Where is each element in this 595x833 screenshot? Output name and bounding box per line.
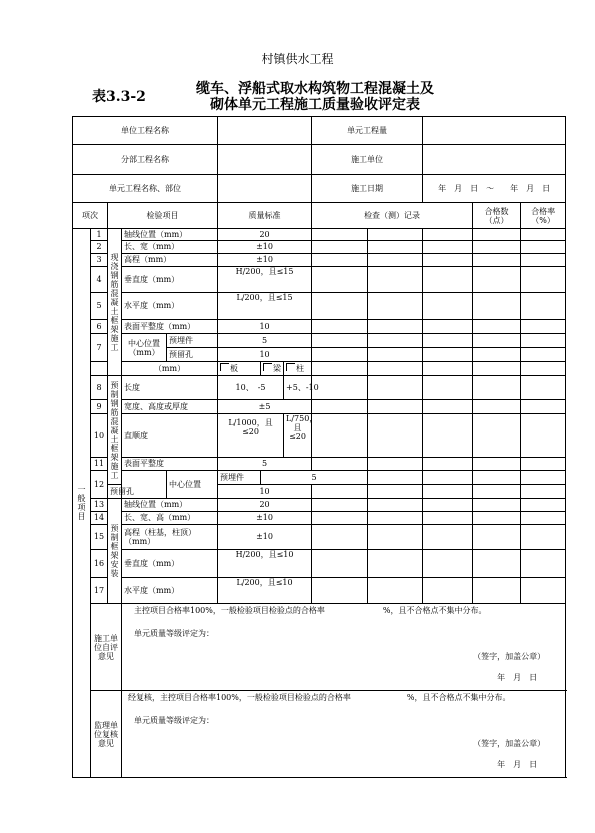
row-item: 轴线位置（mm） bbox=[122, 499, 218, 512]
record-cell[interactable] bbox=[423, 550, 473, 578]
row-subitem: 预留孔 bbox=[108, 485, 122, 499]
construction-opinion-body[interactable] bbox=[122, 604, 566, 691]
construction-opinion-line1: 主控项目合格率100%，一般检验项目检验点的合格率 bbox=[134, 606, 325, 615]
record-cell[interactable] bbox=[368, 348, 423, 362]
pass-count-cell[interactable] bbox=[473, 400, 521, 414]
sub-project-value[interactable] bbox=[218, 145, 312, 175]
pass-rate-cell[interactable] bbox=[521, 499, 566, 512]
group-precast: 预制钢筋混凝土框架施工 bbox=[108, 376, 122, 485]
box-mark bbox=[263, 363, 272, 371]
table-row bbox=[73, 471, 566, 485]
pass-count-cell[interactable] bbox=[473, 578, 521, 604]
table-row bbox=[73, 254, 566, 267]
row-standard: 10 bbox=[218, 485, 312, 499]
project-name: 村镇供水工程 bbox=[261, 52, 334, 66]
record-cell[interactable] bbox=[312, 267, 368, 293]
row-item: 轴线位置（mm） bbox=[122, 229, 218, 241]
pass-count-cell[interactable] bbox=[473, 267, 521, 293]
record-cell[interactable] bbox=[312, 254, 368, 267]
table-row bbox=[73, 512, 566, 525]
record-cell[interactable] bbox=[368, 414, 423, 458]
pass-count-cell[interactable] bbox=[473, 348, 521, 362]
table-row bbox=[73, 334, 566, 348]
record-cell[interactable] bbox=[312, 348, 368, 362]
construction-opinion-sign: （签字，加盖公章） bbox=[473, 652, 546, 661]
record-cell[interactable] bbox=[312, 458, 368, 471]
pass-rate-cell[interactable] bbox=[521, 400, 566, 414]
row-item: 长、宽（mm） bbox=[122, 241, 218, 254]
record-cell[interactable] bbox=[423, 267, 473, 293]
info-row bbox=[73, 117, 566, 145]
row-standard: ±10 bbox=[218, 254, 312, 267]
pass-count-cell[interactable] bbox=[473, 334, 521, 348]
pass-count-cell[interactable] bbox=[473, 499, 521, 512]
record-cell[interactable] bbox=[423, 348, 473, 362]
record-cell[interactable] bbox=[368, 400, 423, 414]
record-cell[interactable] bbox=[423, 320, 473, 334]
table-row bbox=[73, 229, 566, 241]
construction-unit-value[interactable] bbox=[423, 145, 566, 175]
pass-rate-cell[interactable] bbox=[521, 550, 566, 578]
pass-count-cell[interactable] bbox=[473, 414, 521, 458]
record-cell[interactable] bbox=[368, 320, 423, 334]
construction-opinion-line1-tail: %，且不合格点不集中分布。 bbox=[382, 606, 487, 615]
row-item: 高程（mm） bbox=[122, 254, 218, 267]
construction-date-label: 施工日期 bbox=[312, 175, 423, 203]
construction-opinion-row bbox=[73, 604, 566, 691]
record-cell[interactable] bbox=[368, 550, 423, 578]
record-cell[interactable] bbox=[312, 320, 368, 334]
record-cell[interactable] bbox=[312, 400, 368, 414]
col-item: 检验项目 bbox=[108, 203, 218, 229]
record-cell[interactable] bbox=[312, 525, 368, 550]
col-no: 项次 bbox=[73, 203, 108, 229]
construction-opinion-label: 施工单位自评意见 bbox=[91, 604, 122, 691]
record-cell[interactable] bbox=[423, 414, 473, 458]
row-no: 9 bbox=[91, 400, 108, 414]
pass-rate-cell[interactable] bbox=[521, 485, 566, 499]
pass-count-cell[interactable] bbox=[473, 550, 521, 578]
col-standard: 质量标准 bbox=[218, 203, 312, 229]
row-item: 水平度（mm） bbox=[122, 293, 218, 320]
column-header-row bbox=[73, 203, 566, 229]
pass-count-cell[interactable] bbox=[473, 241, 521, 254]
table-row bbox=[73, 362, 566, 376]
type-beam: 梁 bbox=[261, 362, 284, 376]
row-standard: ±10 bbox=[218, 525, 312, 550]
record-cell[interactable] bbox=[423, 400, 473, 414]
row-item: （mm） bbox=[122, 362, 218, 376]
row-item: 宽度、高度或厚度 bbox=[122, 400, 218, 414]
record-cell[interactable] bbox=[368, 267, 423, 293]
pass-count-cell[interactable] bbox=[473, 320, 521, 334]
row-no: 7 bbox=[91, 334, 108, 362]
unit-project-value[interactable] bbox=[218, 117, 312, 145]
record-cell[interactable] bbox=[312, 578, 368, 604]
record-cell[interactable] bbox=[312, 499, 368, 512]
record-cell[interactable] bbox=[368, 241, 423, 254]
sub-project-label: 分部工程名称 bbox=[73, 145, 218, 175]
supervision-opinion-body[interactable] bbox=[122, 691, 566, 778]
row-no: 11 bbox=[91, 458, 108, 471]
record-cell[interactable] bbox=[423, 334, 473, 348]
pass-count-cell[interactable] bbox=[473, 512, 521, 525]
record-cell[interactable] bbox=[423, 499, 473, 512]
pass-rate-cell[interactable] bbox=[521, 320, 566, 334]
table-row bbox=[73, 414, 566, 458]
group-cast-in-place: 现浇钢筋混凝土框架施工 bbox=[108, 229, 122, 376]
table-row bbox=[73, 320, 566, 334]
pass-rate-cell[interactable] bbox=[521, 414, 566, 458]
row-no: 17 bbox=[91, 578, 108, 604]
construction-opinion-line2: 单元质量等级评定为： bbox=[134, 629, 214, 638]
pass-count-cell[interactable] bbox=[473, 485, 521, 499]
row-item: 中心位置（mm） bbox=[122, 334, 167, 362]
pass-rate-cell[interactable] bbox=[521, 578, 566, 604]
record-cell[interactable] bbox=[368, 229, 423, 241]
row-no: 16 bbox=[91, 550, 108, 578]
record-cell[interactable] bbox=[312, 512, 368, 525]
pass-rate-cell[interactable] bbox=[521, 458, 566, 471]
element-quantity-value[interactable] bbox=[423, 117, 566, 145]
record-cell[interactable] bbox=[423, 471, 473, 485]
blank-cell bbox=[91, 362, 108, 376]
row-standard-alt: L/750，且≤20 bbox=[284, 414, 312, 458]
row-no: 2 bbox=[91, 241, 108, 254]
record-cell[interactable] bbox=[312, 334, 368, 348]
construction-unit-label: 施工单位 bbox=[312, 145, 423, 175]
info-row bbox=[73, 175, 566, 203]
row-item: 高程（柱基，柱顶）（mm） bbox=[122, 525, 218, 550]
row-no: 14 bbox=[91, 512, 108, 525]
pass-rate-cell[interactable] bbox=[521, 229, 566, 241]
record-cell[interactable] bbox=[368, 499, 423, 512]
pass-rate-cell[interactable] bbox=[521, 241, 566, 254]
record-cell[interactable] bbox=[368, 376, 423, 400]
pass-rate-cell[interactable] bbox=[521, 362, 566, 376]
row-no: 10 bbox=[91, 414, 108, 458]
row-no: 15 bbox=[91, 525, 108, 550]
col-pass-rate: 合格率（%） bbox=[521, 203, 566, 229]
row-item: 表面平整度 bbox=[122, 458, 218, 471]
row-standard: H/200，且≤10 bbox=[218, 550, 312, 578]
construction-date-value[interactable]: 年 月 日 ～ 年 月 日 bbox=[423, 175, 566, 203]
pass-rate-cell[interactable] bbox=[521, 334, 566, 348]
row-standard: ±5 bbox=[218, 400, 312, 414]
table-row bbox=[73, 267, 566, 293]
table-number: 表3.3-2 bbox=[92, 89, 146, 105]
pass-rate-cell[interactable] bbox=[521, 512, 566, 525]
record-cell[interactable] bbox=[312, 293, 368, 320]
pass-rate-cell[interactable] bbox=[521, 267, 566, 293]
pass-count-cell[interactable] bbox=[473, 376, 521, 400]
pass-count-cell[interactable] bbox=[473, 362, 521, 376]
row-subitem: 预埋件 bbox=[218, 471, 261, 485]
row-subitem: 预留孔 bbox=[167, 348, 218, 362]
pass-count-cell[interactable] bbox=[473, 254, 521, 267]
record-cell[interactable] bbox=[423, 241, 473, 254]
info-row bbox=[73, 145, 566, 175]
group-general: 一般项目 bbox=[73, 229, 91, 778]
row-standard: ±10 bbox=[218, 241, 312, 254]
row-item: 中心位置 bbox=[167, 471, 218, 499]
row-standard: L/200，且≤15 bbox=[218, 293, 312, 320]
record-cell[interactable] bbox=[368, 362, 423, 376]
record-cell[interactable] bbox=[368, 293, 423, 320]
record-cell[interactable] bbox=[473, 471, 521, 485]
row-standard: ±10 bbox=[218, 512, 312, 525]
record-cell[interactable] bbox=[423, 512, 473, 525]
row-standard: 5 bbox=[261, 471, 368, 485]
row-no: 6 bbox=[91, 320, 108, 334]
record-cell[interactable] bbox=[368, 458, 423, 471]
form-title-line1: 缆车、浮船式取水构筑物工程混凝土及 bbox=[196, 81, 434, 97]
table-row bbox=[73, 499, 566, 512]
record-cell[interactable] bbox=[368, 254, 423, 267]
record-cell[interactable] bbox=[312, 485, 368, 499]
type-column: 柱 bbox=[284, 362, 312, 376]
pass-count-cell[interactable] bbox=[521, 471, 566, 485]
row-no: 12 bbox=[91, 471, 108, 499]
pass-count-cell[interactable] bbox=[473, 525, 521, 550]
construction-opinion-date: 年 月 日 bbox=[497, 673, 538, 682]
unit-project-label: 单位工程名称 bbox=[73, 117, 218, 145]
pass-count-cell[interactable] bbox=[473, 229, 521, 241]
col-record: 检查（测）记录 bbox=[312, 203, 473, 229]
element-quantity-label: 单元工程量 bbox=[312, 117, 423, 145]
record-cell[interactable] bbox=[423, 293, 473, 320]
record-cell[interactable] bbox=[423, 458, 473, 471]
row-standard: 10 bbox=[218, 320, 312, 334]
table-row bbox=[73, 376, 566, 400]
supervision-opinion-line1-tail: %，且不合格点不集中分布。 bbox=[406, 693, 511, 702]
record-cell[interactable] bbox=[368, 512, 423, 525]
record-cell[interactable] bbox=[368, 471, 423, 485]
record-cell[interactable] bbox=[312, 414, 368, 458]
table-row bbox=[73, 578, 566, 604]
row-subitem: 预埋件 bbox=[167, 334, 218, 348]
record-cell[interactable] bbox=[423, 362, 473, 376]
supervision-opinion-line1: 经复核，主控项目合格率100%，一般检验项目检验点的合格率 bbox=[128, 693, 351, 702]
row-standard: 5 bbox=[218, 458, 312, 471]
record-cell[interactable] bbox=[423, 376, 473, 400]
row-item: 长、宽、高（mm） bbox=[122, 512, 218, 525]
table-row bbox=[73, 458, 566, 471]
row-standard: 10 bbox=[218, 348, 312, 362]
row-item: 长度 bbox=[122, 376, 218, 400]
group-precast-frame: 预制框架安装 bbox=[108, 499, 122, 604]
supervision-opinion-date: 年 月 日 bbox=[497, 760, 538, 769]
pass-rate-cell[interactable] bbox=[521, 525, 566, 550]
row-standard: 20 bbox=[218, 229, 312, 241]
supervision-opinion-line2: 单元质量等级评定为： bbox=[134, 716, 214, 725]
row-item: 表面平整度（mm） bbox=[122, 320, 218, 334]
element-name-value[interactable] bbox=[218, 175, 312, 203]
col-pass-count: 合格数（点） bbox=[473, 203, 521, 229]
row-standard: H/200，且≤15 bbox=[218, 267, 312, 293]
row-no: 3 bbox=[91, 254, 108, 267]
row-no: 1 bbox=[91, 229, 108, 241]
type-plate: 板 bbox=[218, 362, 261, 376]
row-standard: L/1000，且≤20 bbox=[218, 414, 284, 458]
row-item: 水平度（mm） bbox=[122, 578, 218, 604]
record-cell[interactable] bbox=[312, 376, 368, 400]
record-cell[interactable] bbox=[423, 578, 473, 604]
row-item: 直顺度 bbox=[122, 414, 218, 458]
table-row bbox=[73, 550, 566, 578]
row-standard: 10、 -5 bbox=[218, 376, 284, 400]
row-no: 8 bbox=[91, 376, 108, 400]
supervision-opinion-row bbox=[73, 691, 566, 778]
pass-rate-cell[interactable] bbox=[521, 293, 566, 320]
record-cell[interactable] bbox=[423, 525, 473, 550]
quality-evaluation-table bbox=[72, 116, 566, 778]
table-row bbox=[73, 241, 566, 254]
record-cell[interactable] bbox=[368, 525, 423, 550]
record-cell[interactable] bbox=[312, 362, 368, 376]
row-standard-alt: +5、-10 bbox=[284, 376, 312, 400]
element-name-label: 单元工程名称、部位 bbox=[73, 175, 218, 203]
row-standard: L/200，且≤10 bbox=[218, 578, 312, 604]
record-cell[interactable] bbox=[312, 241, 368, 254]
row-item: 垂直度（mm） bbox=[122, 550, 218, 578]
record-cell[interactable] bbox=[368, 334, 423, 348]
supervision-opinion-sign: （签字，加盖公章） bbox=[473, 739, 546, 748]
pass-rate-cell[interactable] bbox=[521, 376, 566, 400]
row-no: 4 bbox=[91, 267, 108, 293]
table-row bbox=[73, 400, 566, 414]
record-cell[interactable] bbox=[423, 485, 473, 499]
record-cell[interactable] bbox=[312, 229, 368, 241]
row-standard: 5 bbox=[218, 334, 312, 348]
row-no: 13 bbox=[91, 499, 108, 512]
record-cell[interactable] bbox=[368, 578, 423, 604]
box-mark bbox=[286, 363, 295, 371]
record-cell[interactable] bbox=[423, 229, 473, 241]
row-standard: 20 bbox=[218, 499, 312, 512]
row-no: 5 bbox=[91, 293, 108, 320]
row-item: 垂直度（mm） bbox=[122, 267, 218, 293]
pass-count-cell[interactable] bbox=[473, 458, 521, 471]
table-row bbox=[73, 525, 566, 550]
record-cell[interactable] bbox=[368, 485, 423, 499]
record-cell[interactable] bbox=[423, 254, 473, 267]
table-row bbox=[73, 293, 566, 320]
pass-count-cell[interactable] bbox=[473, 293, 521, 320]
form-title-line2: 砌体单元工程施工质量验收评定表 bbox=[210, 97, 420, 113]
box-mark bbox=[220, 363, 229, 371]
record-cell[interactable] bbox=[312, 550, 368, 578]
pass-rate-cell[interactable] bbox=[521, 348, 566, 362]
pass-rate-cell[interactable] bbox=[521, 254, 566, 267]
supervision-opinion-label: 监理单位复核意见 bbox=[91, 691, 122, 778]
